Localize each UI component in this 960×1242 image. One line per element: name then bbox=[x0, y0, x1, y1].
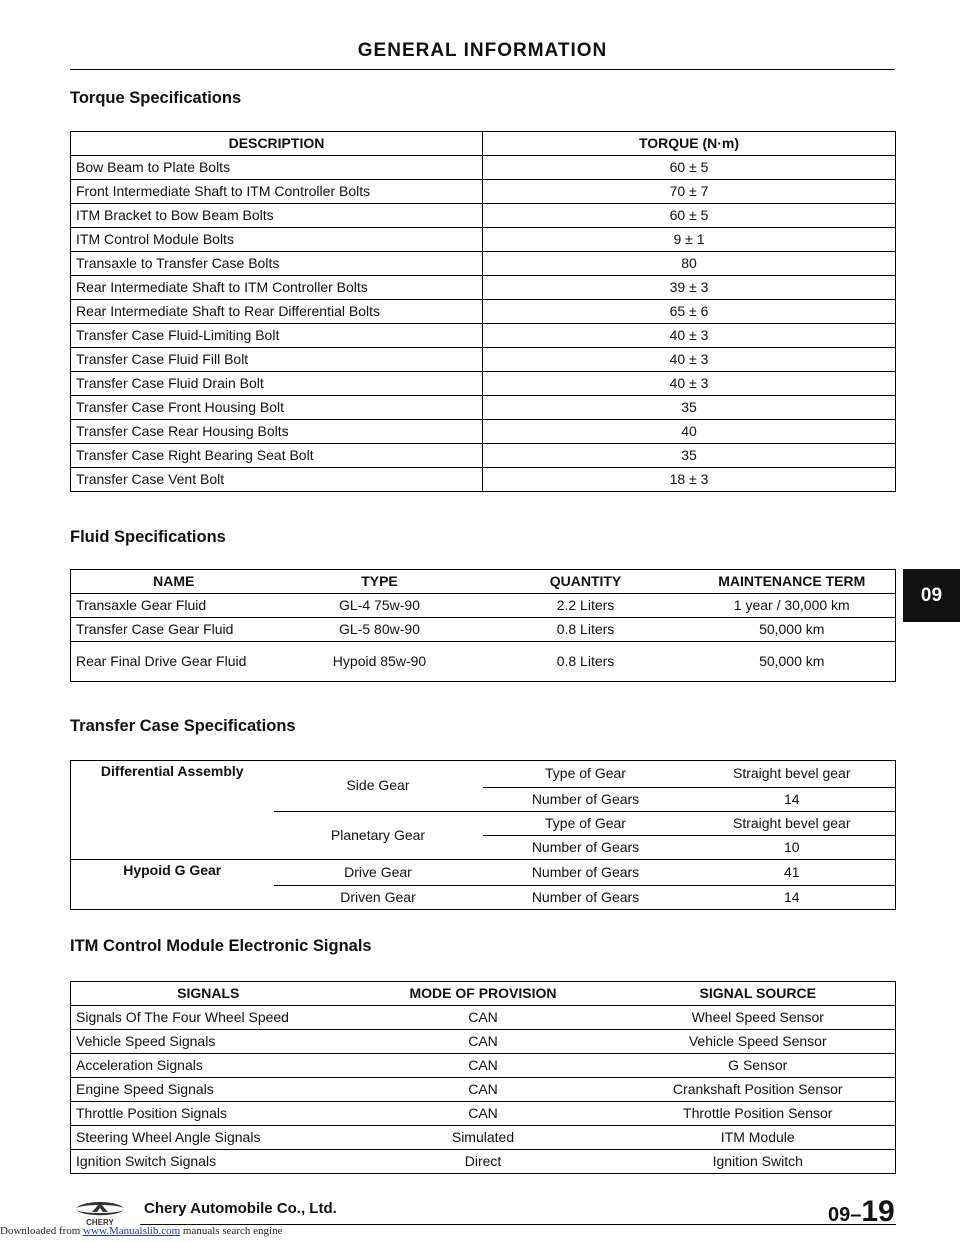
col-header-source: SIGNAL SOURCE bbox=[621, 982, 896, 1006]
itm-cell: CAN bbox=[346, 1078, 621, 1102]
torque-cell: 40 bbox=[483, 420, 896, 444]
side-count-label: Number of Gears bbox=[483, 787, 689, 811]
itm-cell: ITM Module bbox=[621, 1126, 896, 1150]
torque-row bbox=[71, 444, 896, 468]
fluid-cell: 50,000 km bbox=[689, 618, 896, 642]
torque-row bbox=[71, 420, 896, 444]
torque-cell: Transfer Case Front Housing Bolt bbox=[71, 396, 483, 420]
planetary-count-value: 10 bbox=[689, 835, 896, 859]
torque-row bbox=[71, 324, 896, 348]
differential-assembly-label: Differential Assembly bbox=[71, 761, 274, 788]
torque-row bbox=[71, 348, 896, 372]
drive-count-value: 41 bbox=[689, 859, 896, 886]
hypoid-gear-label: Hypoid G Gear bbox=[71, 859, 274, 886]
torque-cell: 18 ± 3 bbox=[483, 468, 896, 492]
torque-cell: 60 ± 5 bbox=[483, 204, 896, 228]
planetary-type-label: Type of Gear bbox=[483, 811, 689, 835]
torque-cell: Rear Intermediate Shaft to Rear Differential Bolts bbox=[71, 300, 483, 324]
itm-cell: Wheel Speed Sensor bbox=[621, 1006, 896, 1030]
fluid-cell: Transfer Case Gear Fluid bbox=[71, 618, 277, 642]
fluid-cell: Transaxle Gear Fluid bbox=[71, 594, 277, 618]
page-header: GENERAL INFORMATION bbox=[357, 40, 608, 61]
manualslib-link[interactable]: www.Manualslib.com bbox=[83, 1225, 181, 1237]
torque-cell: 80 bbox=[483, 252, 896, 276]
col-header-description: DESCRIPTION bbox=[71, 132, 483, 156]
torque-cell: 40 ± 3 bbox=[483, 372, 896, 396]
itm-cell: Engine Speed Signals bbox=[71, 1078, 346, 1102]
col-header-signals: SIGNALS bbox=[71, 982, 346, 1006]
itm-row bbox=[71, 1078, 896, 1102]
torque-cell: 65 ± 6 bbox=[483, 300, 896, 324]
torque-cell: 35 bbox=[483, 444, 896, 468]
torque-row bbox=[71, 276, 896, 300]
fluid-cell: Hypoid 85w-90 bbox=[277, 642, 483, 682]
chery-logo bbox=[70, 1198, 130, 1226]
section-tab[interactable]: 09 bbox=[903, 569, 960, 622]
torque-cell: Transaxle to Transfer Case Bolts bbox=[71, 252, 483, 276]
torque-cell: ITM Control Module Bolts bbox=[71, 228, 483, 252]
itm-cell: CAN bbox=[346, 1006, 621, 1030]
fluid-cell: 0.8 Liters bbox=[483, 642, 689, 682]
torque-cell: Transfer Case Right Bearing Seat Bolt bbox=[71, 444, 483, 468]
itm-row bbox=[71, 1102, 896, 1126]
torque-cell: Rear Intermediate Shaft to ITM Controller Bolts bbox=[71, 276, 483, 300]
footer-company: Chery Automobile Co., Ltd. bbox=[144, 1200, 337, 1217]
torque-cell: 9 ± 1 bbox=[483, 228, 896, 252]
col-header-torque: TORQUE (N·m) bbox=[483, 132, 896, 156]
driven-count-value: 14 bbox=[689, 886, 896, 910]
header-rule bbox=[70, 69, 895, 70]
torque-row bbox=[71, 300, 896, 324]
fluid-cell: 2.2 Liters bbox=[483, 594, 689, 618]
fluid-row bbox=[71, 618, 896, 642]
side-type-label: Type of Gear bbox=[483, 761, 689, 788]
torque-section-title: Torque Specifications bbox=[70, 89, 242, 107]
fluid-cell: GL-5 80w-90 bbox=[277, 618, 483, 642]
itm-row bbox=[71, 1054, 896, 1078]
fluid-cell: Rear Final Drive Gear Fluid bbox=[71, 642, 277, 682]
itm-cell: Acceleration Signals bbox=[71, 1054, 346, 1078]
torque-cell: 40 ± 3 bbox=[483, 324, 896, 348]
col-header-quantity: QUANTITY bbox=[483, 570, 689, 594]
itm-table bbox=[70, 981, 896, 1174]
itm-cell: G Sensor bbox=[621, 1054, 896, 1078]
fluid-cell: 50,000 km bbox=[689, 642, 896, 682]
torque-cell: Transfer Case Rear Housing Bolts bbox=[71, 420, 483, 444]
download-prefix: Downloaded from bbox=[0, 1225, 81, 1237]
itm-section-title: ITM Control Module Electronic Signals bbox=[70, 937, 372, 955]
torque-cell: Front Intermediate Shaft to ITM Controller Bolts bbox=[71, 180, 483, 204]
col-header-mode: MODE OF PROVISION bbox=[346, 982, 621, 1006]
drive-gear-label: Drive Gear bbox=[274, 859, 483, 886]
torque-cell: 39 ± 3 bbox=[483, 276, 896, 300]
planetary-count-label: Number of Gears bbox=[483, 835, 689, 859]
itm-cell: Vehicle Speed Signals bbox=[71, 1030, 346, 1054]
torque-row bbox=[71, 204, 896, 228]
driven-count-label: Number of Gears bbox=[483, 886, 689, 910]
itm-row bbox=[71, 1006, 896, 1030]
transfer-table bbox=[70, 760, 896, 910]
itm-cell: CAN bbox=[346, 1054, 621, 1078]
fluid-section-title: Fluid Specifications bbox=[70, 528, 226, 546]
itm-row bbox=[71, 1150, 896, 1174]
fluid-table bbox=[70, 569, 896, 682]
side-gear-label: Side Gear bbox=[274, 761, 483, 812]
fluid-row bbox=[71, 594, 896, 618]
itm-cell: Steering Wheel Angle Signals bbox=[71, 1126, 346, 1150]
torque-row bbox=[71, 468, 896, 492]
itm-cell: Ignition Switch bbox=[621, 1150, 896, 1174]
torque-cell: 35 bbox=[483, 396, 896, 420]
torque-cell: ITM Bracket to Bow Beam Bolts bbox=[71, 204, 483, 228]
itm-row bbox=[71, 1030, 896, 1054]
itm-cell: Direct bbox=[346, 1150, 621, 1174]
itm-cell: CAN bbox=[346, 1102, 621, 1126]
col-header-name: NAME bbox=[71, 570, 277, 594]
torque-row bbox=[71, 156, 896, 180]
side-count-value: 14 bbox=[689, 787, 896, 811]
planetary-type-value: Straight bevel gear bbox=[689, 811, 896, 835]
torque-row bbox=[71, 228, 896, 252]
logo-text: CHERY bbox=[86, 1218, 114, 1226]
torque-table bbox=[70, 131, 896, 492]
itm-cell: Throttle Position Sensor bbox=[621, 1102, 896, 1126]
itm-cell: Ignition Switch Signals bbox=[71, 1150, 346, 1174]
itm-cell: Vehicle Speed Sensor bbox=[621, 1030, 896, 1054]
torque-cell: Transfer Case Fluid Fill Bolt bbox=[71, 348, 483, 372]
torque-row bbox=[71, 180, 896, 204]
col-header-maintenance: MAINTENANCE TERM bbox=[689, 570, 896, 594]
drive-count-label: Number of Gears bbox=[483, 859, 689, 886]
itm-cell: Signals Of The Four Wheel Speed bbox=[71, 1006, 346, 1030]
fluid-cell: 0.8 Liters bbox=[483, 618, 689, 642]
page-prefix: 09– bbox=[828, 1204, 862, 1226]
download-suffix: manuals search engine bbox=[180, 1225, 283, 1237]
itm-cell: CAN bbox=[346, 1030, 621, 1054]
torque-row bbox=[71, 396, 896, 420]
torque-row bbox=[71, 372, 896, 396]
fluid-row bbox=[71, 642, 896, 682]
torque-cell: Transfer Case Fluid-Limiting Bolt bbox=[71, 324, 483, 348]
planetary-gear-label: Planetary Gear bbox=[274, 811, 483, 859]
col-header-type: TYPE bbox=[277, 570, 483, 594]
fluid-cell: GL-4 75w-90 bbox=[277, 594, 483, 618]
torque-cell: 70 ± 7 bbox=[483, 180, 896, 204]
torque-cell: Transfer Case Fluid Drain Bolt bbox=[71, 372, 483, 396]
driven-gear-label: Driven Gear bbox=[274, 886, 483, 910]
torque-cell: Bow Beam to Plate Bolts bbox=[71, 156, 483, 180]
fluid-cell: 1 year / 30,000 km bbox=[689, 594, 896, 618]
download-notice bbox=[0, 1225, 282, 1237]
transfer-section-title: Transfer Case Specifications bbox=[70, 717, 296, 735]
torque-cell: 60 ± 5 bbox=[483, 156, 896, 180]
torque-cell: 40 ± 3 bbox=[483, 348, 896, 372]
side-type-value: Straight bevel gear bbox=[689, 761, 896, 788]
torque-cell: Transfer Case Vent Bolt bbox=[71, 468, 483, 492]
torque-row bbox=[71, 252, 896, 276]
itm-row bbox=[71, 1126, 896, 1150]
itm-cell: Throttle Position Signals bbox=[71, 1102, 346, 1126]
itm-cell: Simulated bbox=[346, 1126, 621, 1150]
itm-cell: Crankshaft Position Sensor bbox=[621, 1078, 896, 1102]
page-number-value: 19 bbox=[861, 1195, 895, 1228]
